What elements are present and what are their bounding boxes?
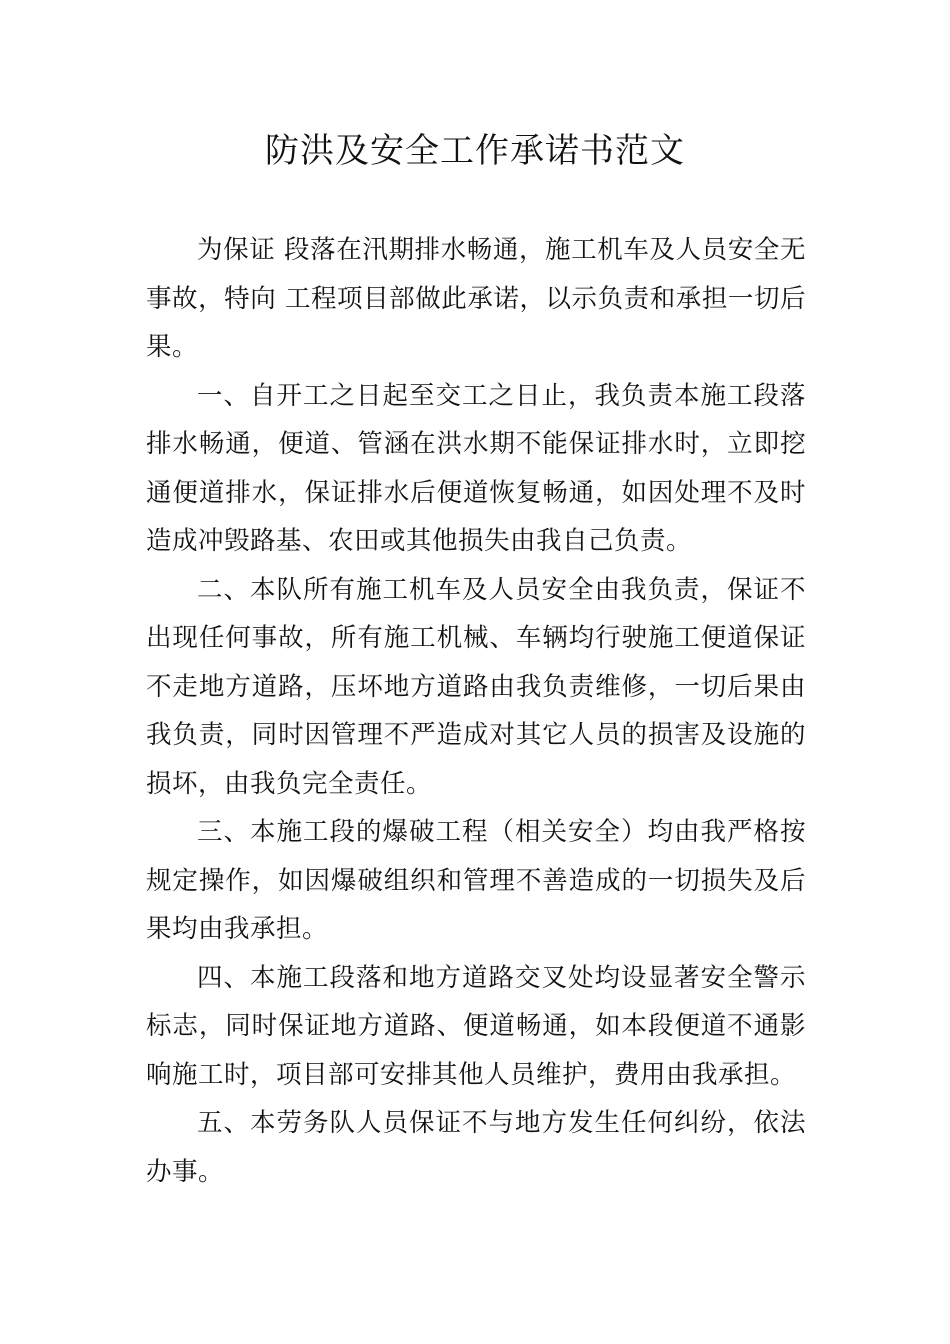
paragraph-clause-5: 五、本劳务队人员保证不与地方发生任何纠纷，依法办事。 xyxy=(146,1108,806,1187)
paragraph-clause-2: 二、本队所有施工机车及人员安全由我负责，保证不出现任何事故，所有施工机械、车辆均行驶施工便道保证不走地方道路，压坏地方道路由我负责维修，一切后果由我负责，同时因管理不严造成对其它人员的损害及设施的损坏，由我负完全责任。 xyxy=(146,574,806,799)
paragraph-clause-3: 三、本施工段的爆破工程（相关安全）均由我严格按规定操作，如因爆破组织和管理不善造成的一切损失及后果均由我承担。 xyxy=(146,817,806,944)
paragraph-clause-1: 一、自开工之日起至交工之日止，我负责本施工段落排水畅通，便道、管涵在洪水期不能保证排水时，立即挖通便道排水，保证排水后便道恢复畅通，如因处理不及时造成冲毁路基、农田或其他损失由我自己负责。 xyxy=(146,380,806,556)
document-title: 防洪及安全工作承诺书范文 xyxy=(265,131,685,171)
document-body xyxy=(146,226,806,1196)
paragraph-clause-4: 四、本施工段落和地方道路交叉处均设显著安全警示标志，同时保证地方道路、便道畅通，如本段便道不通影响施工时，项目部可安排其他人员维护，费用由我承担。 xyxy=(146,962,806,1090)
paragraph-intro: 为保证 段落在汛期排水畅通，施工机车及人员安全无事故，特向 工程项目部做此承诺，以示负责和承担一切后果。 xyxy=(146,235,806,362)
